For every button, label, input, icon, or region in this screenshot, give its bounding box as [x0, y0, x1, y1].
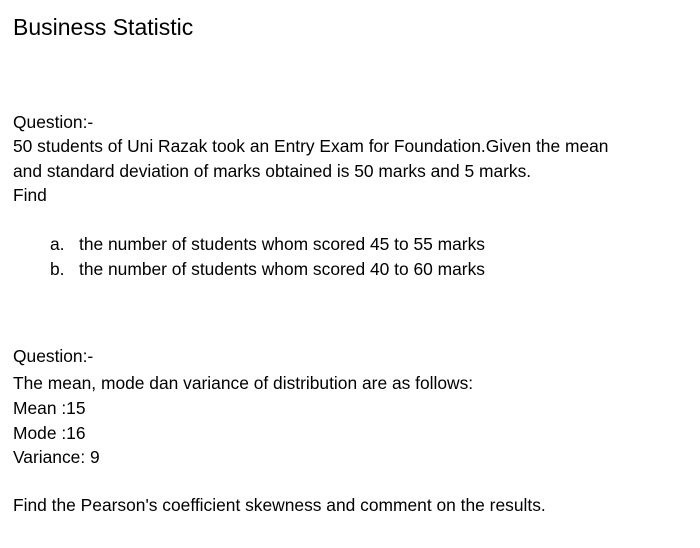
question-2-line-3: Mode :16	[13, 423, 86, 443]
list-marker: a.	[50, 234, 65, 254]
list-item-text: the number of students whom scored 40 to 60 marks	[79, 259, 485, 279]
question-2-heading: Question:-	[13, 346, 94, 366]
question-1-line-1: 50 students of Uni Razak took an Entry Exam for Foundation.Given the mean	[13, 136, 609, 156]
question-1-line-3: Find	[13, 185, 47, 205]
list-item-text: the number of students whom scored 45 to 55 marks	[79, 234, 485, 254]
question-2-line-4: Variance: 9	[13, 447, 100, 467]
question-1-line-2: and standard deviation of marks obtained is 50 marks and 5 marks.	[13, 161, 532, 181]
list-marker: b.	[50, 259, 65, 279]
question-2-line-2: Mean :15	[13, 398, 86, 418]
document-title: Business Statistic	[13, 14, 194, 40]
question-2-line-1: The mean, mode dan variance of distribution are as follows:	[13, 373, 474, 393]
question-2-closing: Find the Pearson's coefficient skewness and comment on the results.	[13, 495, 546, 515]
question-1-heading: Question:-	[13, 112, 94, 132]
